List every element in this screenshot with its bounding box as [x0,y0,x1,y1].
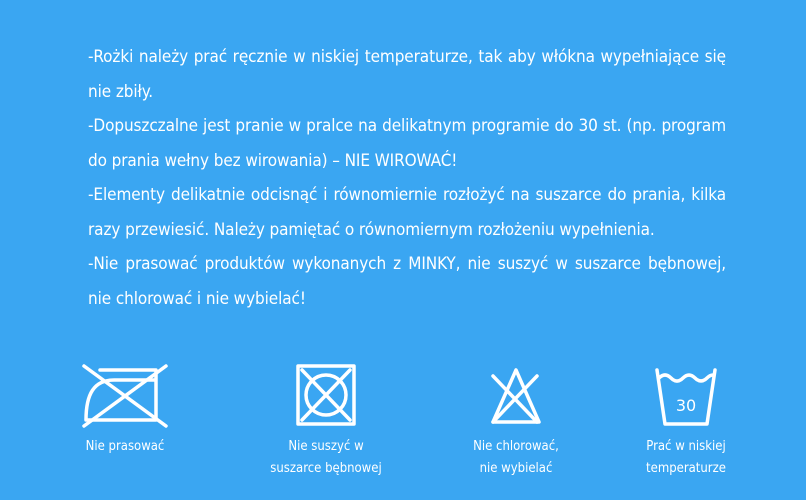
hand-wash-icon [641,360,731,430]
care-symbols [0,360,806,500]
no-tumble-dry-caption: Nie suszyć w suszarce bębnowej [270,439,382,476]
symbol-no-iron [35,360,215,458]
instruction-hand-wash: -Rożki należy prać ręcznie w niskiej temperaturze, tak aby włókna wypełniające się nie zbiły. [88,47,726,102]
hand-wash-caption: Prać w niskiej temperaturze [646,439,726,476]
symbol-no-bleach [426,360,606,480]
symbol-hand-wash [596,360,776,480]
no-tumble-dry-icon [281,360,371,430]
instruction-prohibitions: -Nie prasować produktów wykonanych z MINKY, nie suszyć w suszarce bębnowej, nie chlorować i nie wybielać! [88,254,726,309]
instruction-machine-wash: -Dopuszczalne jest pranie w pralce na delikatnym programie do 30 st. (np. program do prania wełny bez wirowania) – NIE WIROWAĆ! [88,116,726,171]
instruction-drying: -Elementy delikatnie odcisnąć i równomiernie rozłożyć na suszarce do prania, kilka razy przewiesić. Należy pamiętać o równomiernym rozłożeniu wypełnienia. [88,185,726,240]
temperature-label: 30 [675,396,697,415]
instructions-text [88,40,726,316]
no-iron-icon [80,360,170,430]
no-bleach-caption: Nie chlorować, nie wybielać [473,439,559,476]
symbol-no-tumble-dry [236,360,416,480]
no-bleach-icon [471,360,561,430]
no-iron-caption: Nie prasować [85,439,165,454]
